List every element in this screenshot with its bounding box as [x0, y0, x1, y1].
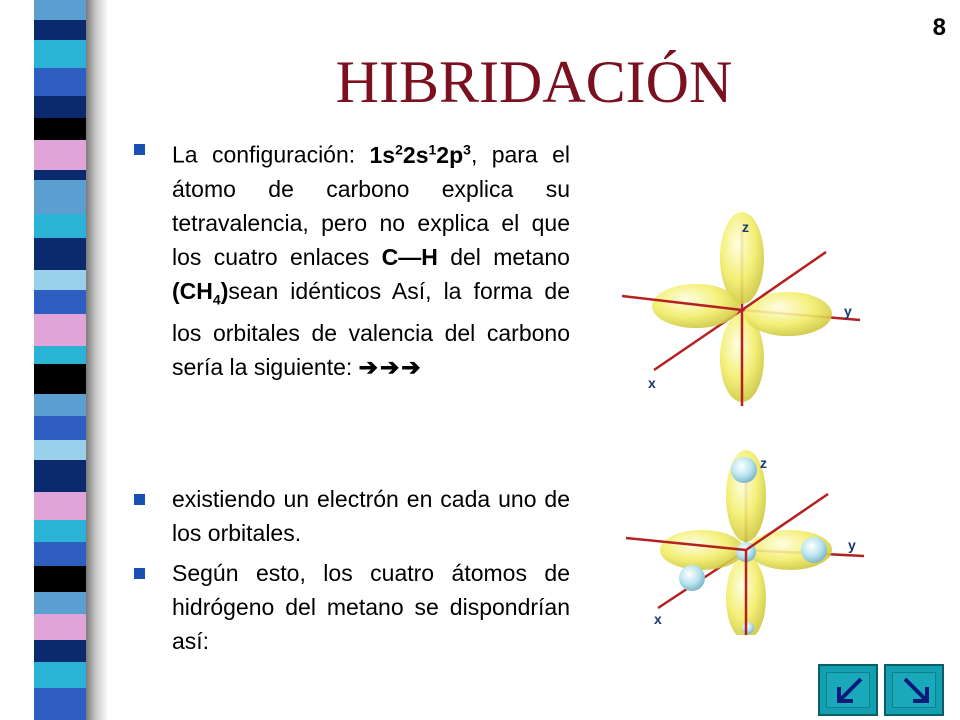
arrow-down-left-icon	[827, 673, 873, 711]
bullet-text	[172, 132, 570, 384]
text-segment: La configuración:	[172, 141, 370, 168]
axis-label-y: y	[848, 537, 856, 553]
text-segment: del metano	[437, 243, 570, 270]
axis-label-z: z	[742, 219, 749, 235]
formula-part: )	[220, 277, 229, 304]
arrow-icons: ➔➔➔	[358, 354, 423, 381]
next-slide-button[interactable]	[884, 664, 944, 716]
formula-subscript: 4	[212, 291, 221, 308]
text-segment: sean idénticos Así, la forma de los orbitales de valencia del carbono sería la siguiente:	[172, 277, 570, 381]
config-term: 2s	[402, 141, 429, 168]
bullet-configuration	[136, 132, 570, 384]
button-face	[892, 672, 936, 708]
text-segment: , para el átomo de carbono explica su tetravalencia, pero no explica el que los cuatro enlaces	[172, 141, 570, 270]
bullet-square-icon	[134, 494, 145, 505]
config-exponent: 2	[395, 141, 403, 157]
config-exponent: 3	[463, 141, 471, 157]
sp3-orbitals-diagram	[612, 210, 872, 410]
previous-slide-button[interactable]	[818, 664, 878, 716]
bullet-text: existiendo un electrón en cada uno de los orbitales.	[172, 486, 570, 546]
config-term: 1s	[369, 141, 396, 168]
bullet-text: Según esto, los cuatro átomos de hidrógeno del metano se dispondrían así:	[172, 560, 570, 654]
hydrogen-atom	[731, 457, 757, 483]
orbital-lobe-left	[660, 530, 744, 570]
hydrogen-atom	[742, 622, 754, 634]
axis-label-x: x	[648, 375, 656, 391]
axis-label-x: x	[654, 611, 662, 627]
bullet-hydrogen	[136, 556, 570, 658]
electron-configuration	[370, 142, 471, 168]
decorative-side-stripe	[34, 0, 86, 720]
hydrogen-atom	[679, 565, 705, 591]
config-exponent: 1	[428, 141, 437, 157]
bullet-square-icon	[134, 568, 145, 579]
button-face	[826, 672, 870, 708]
formula-part: (CH	[172, 277, 213, 304]
bullet-electron	[136, 482, 570, 550]
config-term: 2p	[436, 141, 464, 168]
bond-label: C—H	[381, 243, 438, 270]
methane-formula	[172, 277, 229, 308]
methane-hydrogens-diagram	[616, 450, 876, 635]
slide-number: 8	[932, 14, 946, 41]
axis-label-z: z	[760, 455, 767, 471]
stripe-shadow	[86, 0, 108, 720]
slide-title: HIBRIDACIÓN	[335, 49, 733, 115]
orbital-lobe-left	[652, 284, 740, 328]
arrow-down-right-icon	[893, 673, 939, 711]
axis-label-y: y	[844, 303, 852, 319]
hydrogen-atom	[801, 537, 827, 563]
bullet-square-icon	[134, 144, 145, 155]
